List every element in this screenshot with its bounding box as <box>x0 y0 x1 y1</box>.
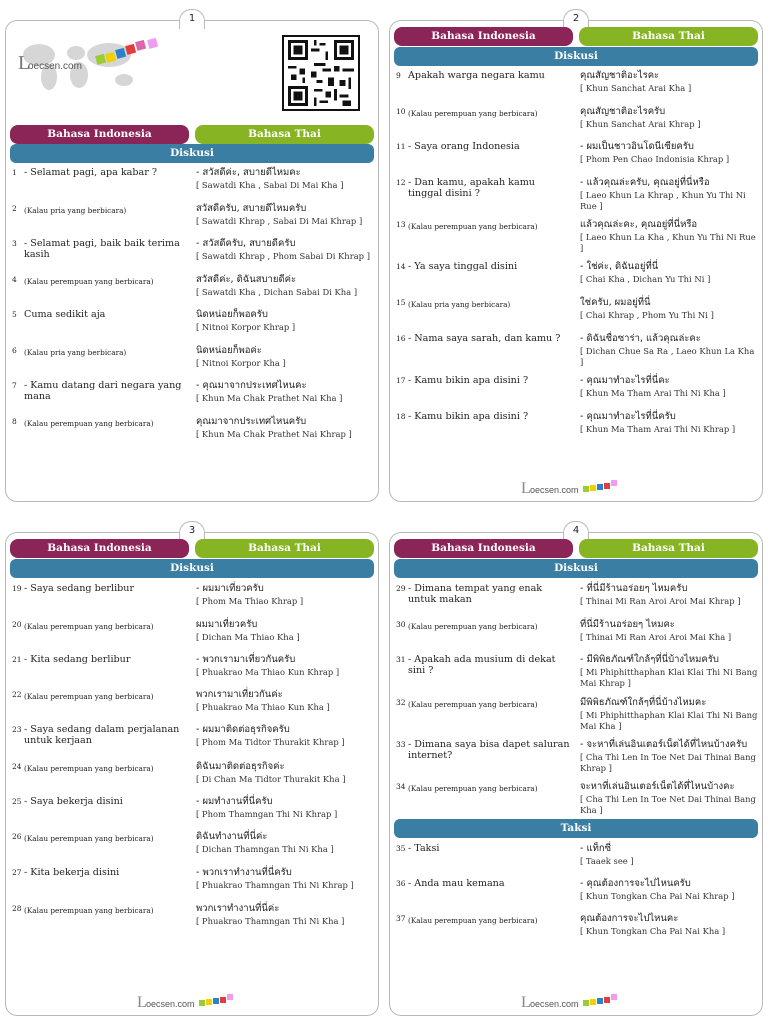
section-taksi: Taksi <box>394 819 758 838</box>
section-diskusi: Diskusi <box>394 47 758 66</box>
svg-text:oecsen.com: oecsen.com <box>530 485 579 495</box>
svg-text:L: L <box>137 994 147 1011</box>
loecsen-footer-logo <box>521 991 631 1011</box>
indonesian-label: Bahasa Indonesia <box>10 125 189 144</box>
svg-text:oecsen.com: oecsen.com <box>146 999 195 1009</box>
section-diskusi: Diskusi <box>394 559 758 578</box>
section-diskusi: Diskusi <box>10 559 374 578</box>
svg-text:L: L <box>521 480 531 497</box>
thai-label: Bahasa Thai <box>195 125 374 144</box>
language-header <box>10 125 374 144</box>
page-number: 1 <box>179 9 205 29</box>
language-header <box>10 539 374 558</box>
phrase-card-3: 3 Bahasa Indonesia Bahasa Thai Diskusi 19 - Saya sedang berlibur - ผมมาเที่ยวครับ [ Phom Ma Thiao Khrap ] 20 (Kalau perempuan yang berbicara) ผมมาเที่ยวครับ [ Dichan Ma Thiao Kha ] 21 - Kita sedang berlibur - พวกเรามาเที่ยวกันครับ [ Phuakrao Ma Thiao Kun Khrap ] 22 (Kalau perempuan yang berbicara) พวกเรามาเที่ยวกันค่ะ [ Phuakrao Ma Thiao Kun Kha ] 23 - Saya sedang dalam perjalanan untuk kerjaan - ผมมาติดต่อธุรกิจครับ [ Phom Ma Tidtor Thurakit Khrap ] 24 (Kalau perempuan yang berbicara) ดิฉันมาติดต่อธุรกิจค่ะ [ Di Chan Ma Tidtor Thurakit Kha ] 25 - Saya bekerja disini - ผมทำงานที่นี่ครับ [ Phom Thamngan Thi Ni Khrap ] 26 (Kalau perempuan yang berbicara) ดิฉันทำงานที่นี่ค่ะ [ Dichan Thamngan Thi Ni Kha ] 27 - Kita bekerja disini - พวกเราทำงานที่นี่ครับ [ Phuakrao Thamngan Thi Ni Khrap ] 28 (Kalau perempuan yang berbicara) พวกเราทำงานที่นี่ค่ะ [ Phuakrao Thamngan Thi Ni Kha ] L oecsen.com <box>5 532 379 1016</box>
indonesian-label: Bahasa Indonesia <box>10 539 189 558</box>
page-number: 2 <box>563 9 589 29</box>
page-number: 4 <box>563 521 589 541</box>
language-header <box>394 539 758 558</box>
section-diskusi: Diskusi <box>10 144 374 163</box>
phrase-card-4: 4 Bahasa Indonesia Bahasa Thai Diskusi 29 - Dimana tempat yang enak untuk makan - ที่นี่มีร้านอร่อยๆ ไหมครับ [ Thinai Mi Ran Aroi Aroi Mai Khrap ] 30 (Kalau perempuan yang berbicara) ที่นี่มีร้านอร่อยๆ ไหมคะ [ Thinai Mi Ran Aroi Aroi Mai Kha ] 31 - Apakah ada musium di dekat sini ? - มีพิพิธภัณฑ์ใกล้ๆที่นี่บ้างไหมครับ [ Mi Phiphitthaphan Klai Klai Thi Ni Bang Mai Khrap ] 32 (Kalau perempuan yang berbicara) มีพิพิธภัณฑ์ใกล้ๆที่นี่บ้างไหมคะ [ Mi Phiphitthaphan Klai Klai Thi Ni Bang Mai Kha ] 33 - Dimana saya bisa dapet saluran internet? - จะหาที่เล่นอินเตอร์เน็ตได้ที่ไหนบ้างครับ [ Cha Thi Len In Toe Net Dai Thinai Bang Khrap ] 34 (Kalau perempuan yang berbicara) จะหาที่เล่นอินเตอร์เน็ตได้ที่ไหนบ้างคะ [ Cha Thi Len In Toe Net Dai Thinai Bang Kha ] Taksi 35 - Taksi - แท็กซี่ [ Taaek see ] 36 - Anda mau kemana - คุณต้องการจะไปไหนครับ [ Khun Tongkan Cha Pai Nai Khrap ] 37 (Kalau perempuan yang berbicara) คุณต้องการจะไปไหนคะ [ Khun Tongkan Cha Pai Nai Kha ] L oecsen.com <box>389 532 763 1016</box>
phrase-card-1: 1 L oecsen.com Bahasa Indonesia Bahasa Thai Diskusi 1 - Selamat pagi, apa kabar ? - สวัสดีค่ะ, สบายดีไหมคะ [ Sawatdi Kha , Sabai Di Mai Kha ] 2 (Kalau pria yang berbicara) สวัสดีครับ, สบายดีไหมครับ [ Sawatdi Khrap , Sabai Di Mai Khrap ] 3 - Selamat pagi, baik baik terima kasih - สวัสดีครับ, สบายดีครับ [ Sawatdi Khrap , Phom Sabai Di Khrap ] 4 (Kalau perempuan yang berbicara) สวัสดีค่ะ, ดิฉันสบายดีค่ะ [ Sawatdi Kha , Dichan Sabai Di Kha ] 5 Cuma sedikit aja นิดหน่อยก็พอครับ [ Nitnoi Korpor Khrap ] 6 (Kalau pria yang berbicara) นิดหน่อยก็พอค่ะ [ Nitnoi Korpor Kha ] 7 - Kamu datang dari negara yang mana - คุณมาจากประเทศไหนคะ [ Khun Ma Chak Prathet Nai Kha ] 8 (Kalau perempuan yang berbicara) คุณมาจากประเทศไหนครับ [ Khun Ma Chak Prathet Nai Khrap ] <box>5 20 379 502</box>
thai-label: Bahasa Thai <box>579 539 758 558</box>
phrase-card-2: 2 Bahasa Indonesia Bahasa Thai Diskusi 9 Apakah warga negara kamu คุณสัญชาติอะไรคะ [ Khun Sanchat Arai Kha ] 10 (Kalau perempuan yang berbicara) คุณสัญชาติอะไรครับ [ Khun Sanchat Arai Khrap ] 11 - Saya orang Indonesia - ผมเป็นชาวอินโดนีเซียครับ [ Phom Pen Chao Indonisia Khrap ] 12 - Dan kamu, apakah kamu tinggal disini ? - แล้วคุณล่ะครับ, คุณอยู่ที่นี่หรือ [ Laeo Khun La Khrap , Khun Yu Thi Ni Rue ] 13 (Kalau perempuan yang berbicara) แล้วคุณล่ะคะ, คุณอยู่ที่นี่หรือ [ Laeo Khun La Kha , Khun Yu Thi Ni Rue ] 14 - Ya saya tinggal disini - ใช่ค่ะ, ดิฉันอยู่ที่นี่ [ Chai Kha , Dichan Yu Thi Ni ] 15 (Kalau pria yang berbicara) ใช่ครับ, ผมอยู่ที่นี่ [ Chai Khrap , Phom Yu Thi Ni ] 16 - Nama saya sarah, dan kamu ? - ดิฉันชื่อซาร่า, แล้วคุณล่ะคะ [ Dichan Chue Sa Ra , Laeo Khun La Kha ] 17 - Kamu bikin apa disini ? - คุณมาทำอะไรที่นี่คะ [ Khun Ma Tham Arai Thi Ni Kha ] 18 - Kamu bikin apa disini ? - คุณมาทำอะไรที่นี่ครับ [ Khun Ma Tham Arai Thi Ni Khrap ] L oecsen.com <box>389 20 763 502</box>
indonesian-label: Bahasa Indonesia <box>394 539 573 558</box>
svg-text:L: L <box>521 994 531 1011</box>
loecsen-footer-logo <box>137 991 247 1011</box>
svg-text:oecsen.com: oecsen.com <box>28 61 82 72</box>
loecsen-footer-logo <box>521 477 631 497</box>
indonesian-label: Bahasa Indonesia <box>394 27 573 46</box>
thai-label: Bahasa Thai <box>579 27 758 46</box>
loecsen-logo <box>14 35 164 95</box>
svg-text:oecsen.com: oecsen.com <box>530 999 579 1009</box>
language-header <box>394 27 758 46</box>
svg-text:L: L <box>18 52 31 74</box>
page-number: 3 <box>179 521 205 541</box>
qr-code[interactable] <box>282 35 360 111</box>
thai-label: Bahasa Thai <box>195 539 374 558</box>
